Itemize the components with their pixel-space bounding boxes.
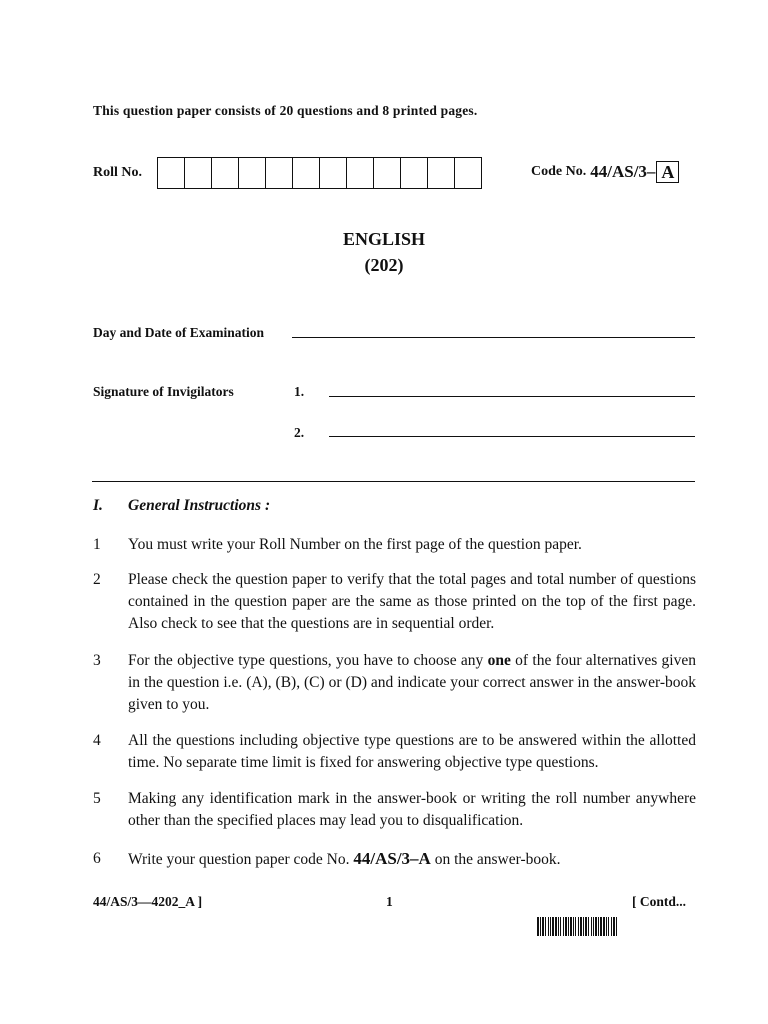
roll-no-box[interactable] (347, 158, 374, 188)
code-set-box: A (656, 161, 679, 183)
invigilator-slot-1: 1. (294, 384, 305, 399)
exam-date-label: Day and Date of Examination (93, 325, 265, 340)
instruction-item (93, 569, 696, 635)
code-value: 44/AS/3– (590, 162, 656, 181)
footer-continued: [ Contd... (632, 894, 687, 909)
instruction-number: 3 (93, 652, 101, 669)
roll-no-box[interactable] (374, 158, 401, 188)
subject-code: (202) (364, 255, 404, 275)
subject-name: ENGLISH (342, 229, 426, 249)
roll-no-label: Roll No. (93, 165, 142, 180)
barcode-icon (537, 917, 695, 936)
code-number (531, 161, 679, 183)
roll-no-box[interactable] (401, 158, 428, 188)
instruction-item (93, 650, 696, 716)
instruction-text: For the objective type questions, you have to choose any one of the four alternatives given in the question i.e. (A), (B), (C) or (D) and indicate your correct answer in the answer-book given to you. (128, 652, 696, 713)
section-title: General Instructions : (128, 497, 271, 514)
instruction-item (93, 534, 696, 556)
roll-no-box[interactable] (158, 158, 185, 188)
paper-info-note: This question paper consists of 20 questions and 8 printed pages. (93, 103, 478, 118)
roll-no-box[interactable] (212, 158, 239, 188)
instruction-text: All the questions including objective type questions are to be answered within the allotted time. No separate time limit is fixed for answering objective type questions. (128, 732, 696, 771)
exam-date-line[interactable] (292, 337, 695, 338)
roll-no-box[interactable] (455, 158, 482, 188)
instruction-number: 1 (93, 536, 101, 553)
section-divider (92, 481, 695, 482)
roll-no-box[interactable] (428, 158, 455, 188)
instruction-number: 4 (93, 732, 101, 749)
invigilator-signature-line-2[interactable] (329, 436, 695, 437)
instruction-text: You must write your Roll Number on the first page of the question paper. (128, 536, 582, 553)
roll-no-box[interactable] (320, 158, 347, 188)
code-label: Code No. (531, 164, 587, 179)
invigilators-label: Signature of Invigilators (93, 384, 234, 399)
instruction-text: Making any identification mark in the answer-book or writing the roll number anywhere other than the specified places may lead you to disqualification. (128, 790, 696, 829)
roll-no-box[interactable] (293, 158, 320, 188)
instruction-item (93, 730, 696, 774)
roll-no-box[interactable] (266, 158, 293, 188)
instruction-item (93, 788, 696, 832)
section-number: I. (93, 497, 103, 514)
instruction-number: 2 (93, 571, 101, 588)
roll-no-boxes[interactable] (157, 157, 482, 189)
instruction-number: 5 (93, 790, 101, 807)
footer-page-number: 1 (386, 894, 393, 909)
instruction-text: Please check the question paper to verify that the total pages and total number of questions contained in the question paper are the same as those printed on the top of the first page. Also check to see that the questions are in sequential order. (128, 571, 696, 632)
footer-paper-code: 44/AS/3—4202_A ] (93, 894, 203, 909)
invigilator-signature-line-1[interactable] (329, 396, 695, 397)
invigilator-slot-2: 2. (294, 425, 305, 440)
roll-no-box[interactable] (185, 158, 212, 188)
instruction-number: 6 (93, 850, 101, 867)
roll-no-box[interactable] (239, 158, 266, 188)
instruction-item (93, 848, 696, 871)
instruction-text: Write your question paper code No. 44/AS/3–A on the answer-book. (128, 849, 561, 868)
